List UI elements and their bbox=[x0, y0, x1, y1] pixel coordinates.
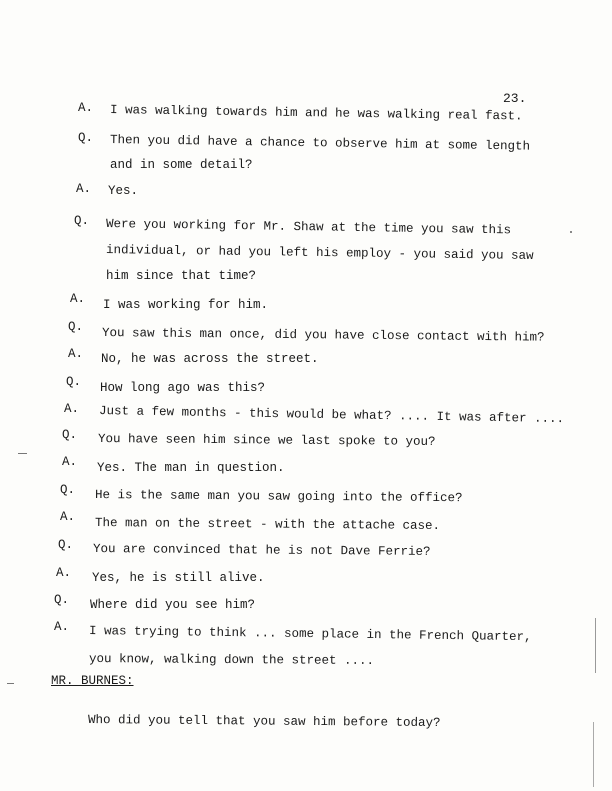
question-line: him since that time? bbox=[106, 269, 257, 283]
answer-label: A. bbox=[60, 510, 76, 524]
question-line: Where did you see him? bbox=[90, 598, 256, 612]
question-line: individual, or had you left his employ - you said you saw bbox=[105, 243, 534, 263]
answer-label: A. bbox=[70, 292, 86, 306]
answer-label: A. bbox=[68, 347, 84, 361]
scan-edge-mark bbox=[593, 722, 594, 787]
question-line: You have seen him since we last spoke to you? bbox=[97, 432, 436, 449]
question-label: Q. bbox=[78, 131, 94, 145]
answer-label: A. bbox=[76, 182, 92, 196]
answer-line: Just a few months - this would be what? .... It was after .... bbox=[98, 404, 565, 427]
question-label: Q. bbox=[60, 483, 76, 497]
question-line: He is the same man you saw going into the office? bbox=[94, 488, 463, 506]
answer-label: A. bbox=[78, 101, 94, 115]
answer-label: A. bbox=[54, 620, 70, 634]
question-label: Q. bbox=[74, 214, 90, 228]
scan-edge-mark bbox=[595, 618, 596, 673]
question-label: Q. bbox=[66, 375, 82, 389]
scan-mark bbox=[18, 453, 27, 454]
answer-line: The man on the street - with the attache case. bbox=[94, 516, 441, 534]
answer-label: A. bbox=[64, 402, 80, 416]
answer-label: A. bbox=[56, 566, 72, 580]
answer-line: I was working for him. bbox=[103, 298, 269, 312]
question-line: You saw this man once, did you have close contact with him? bbox=[101, 326, 545, 345]
question-label: Q. bbox=[62, 428, 78, 442]
scan-dot bbox=[570, 231, 572, 233]
question-line: Were you working for Mr. Shaw at the time you saw this bbox=[105, 217, 512, 238]
page-number: 23. bbox=[503, 91, 527, 106]
question-line: You are convinced that he is not Dave Ferrie? bbox=[92, 542, 431, 559]
speaker-heading: MR. BURNES: bbox=[51, 674, 134, 688]
question-line: and in some detail? bbox=[110, 158, 253, 172]
answer-label: A. bbox=[62, 455, 78, 469]
answer-line: I was walking towards him and he was walking real fast. bbox=[109, 103, 523, 124]
scan-mark bbox=[7, 683, 14, 684]
answer-line: Yes. The man in question. bbox=[97, 461, 285, 475]
question-label: Q. bbox=[54, 593, 70, 607]
answer-line: you know, walking down the street .... bbox=[88, 652, 375, 668]
answer-line: No, he was across the street. bbox=[101, 352, 319, 366]
question-line: How long ago was this? bbox=[100, 381, 266, 395]
question-label: Q. bbox=[58, 538, 74, 552]
final-question: Who did you tell that you saw him before today? bbox=[87, 713, 441, 731]
answer-line: Yes, he is still alive. bbox=[92, 571, 265, 585]
question-line: Then you did have a chance to observe him at some length bbox=[109, 133, 531, 154]
answer-line: Yes. bbox=[108, 184, 139, 198]
answer-line: I was trying to think ... some place in the French Quarter, bbox=[88, 624, 532, 645]
question-label: Q. bbox=[68, 320, 84, 334]
